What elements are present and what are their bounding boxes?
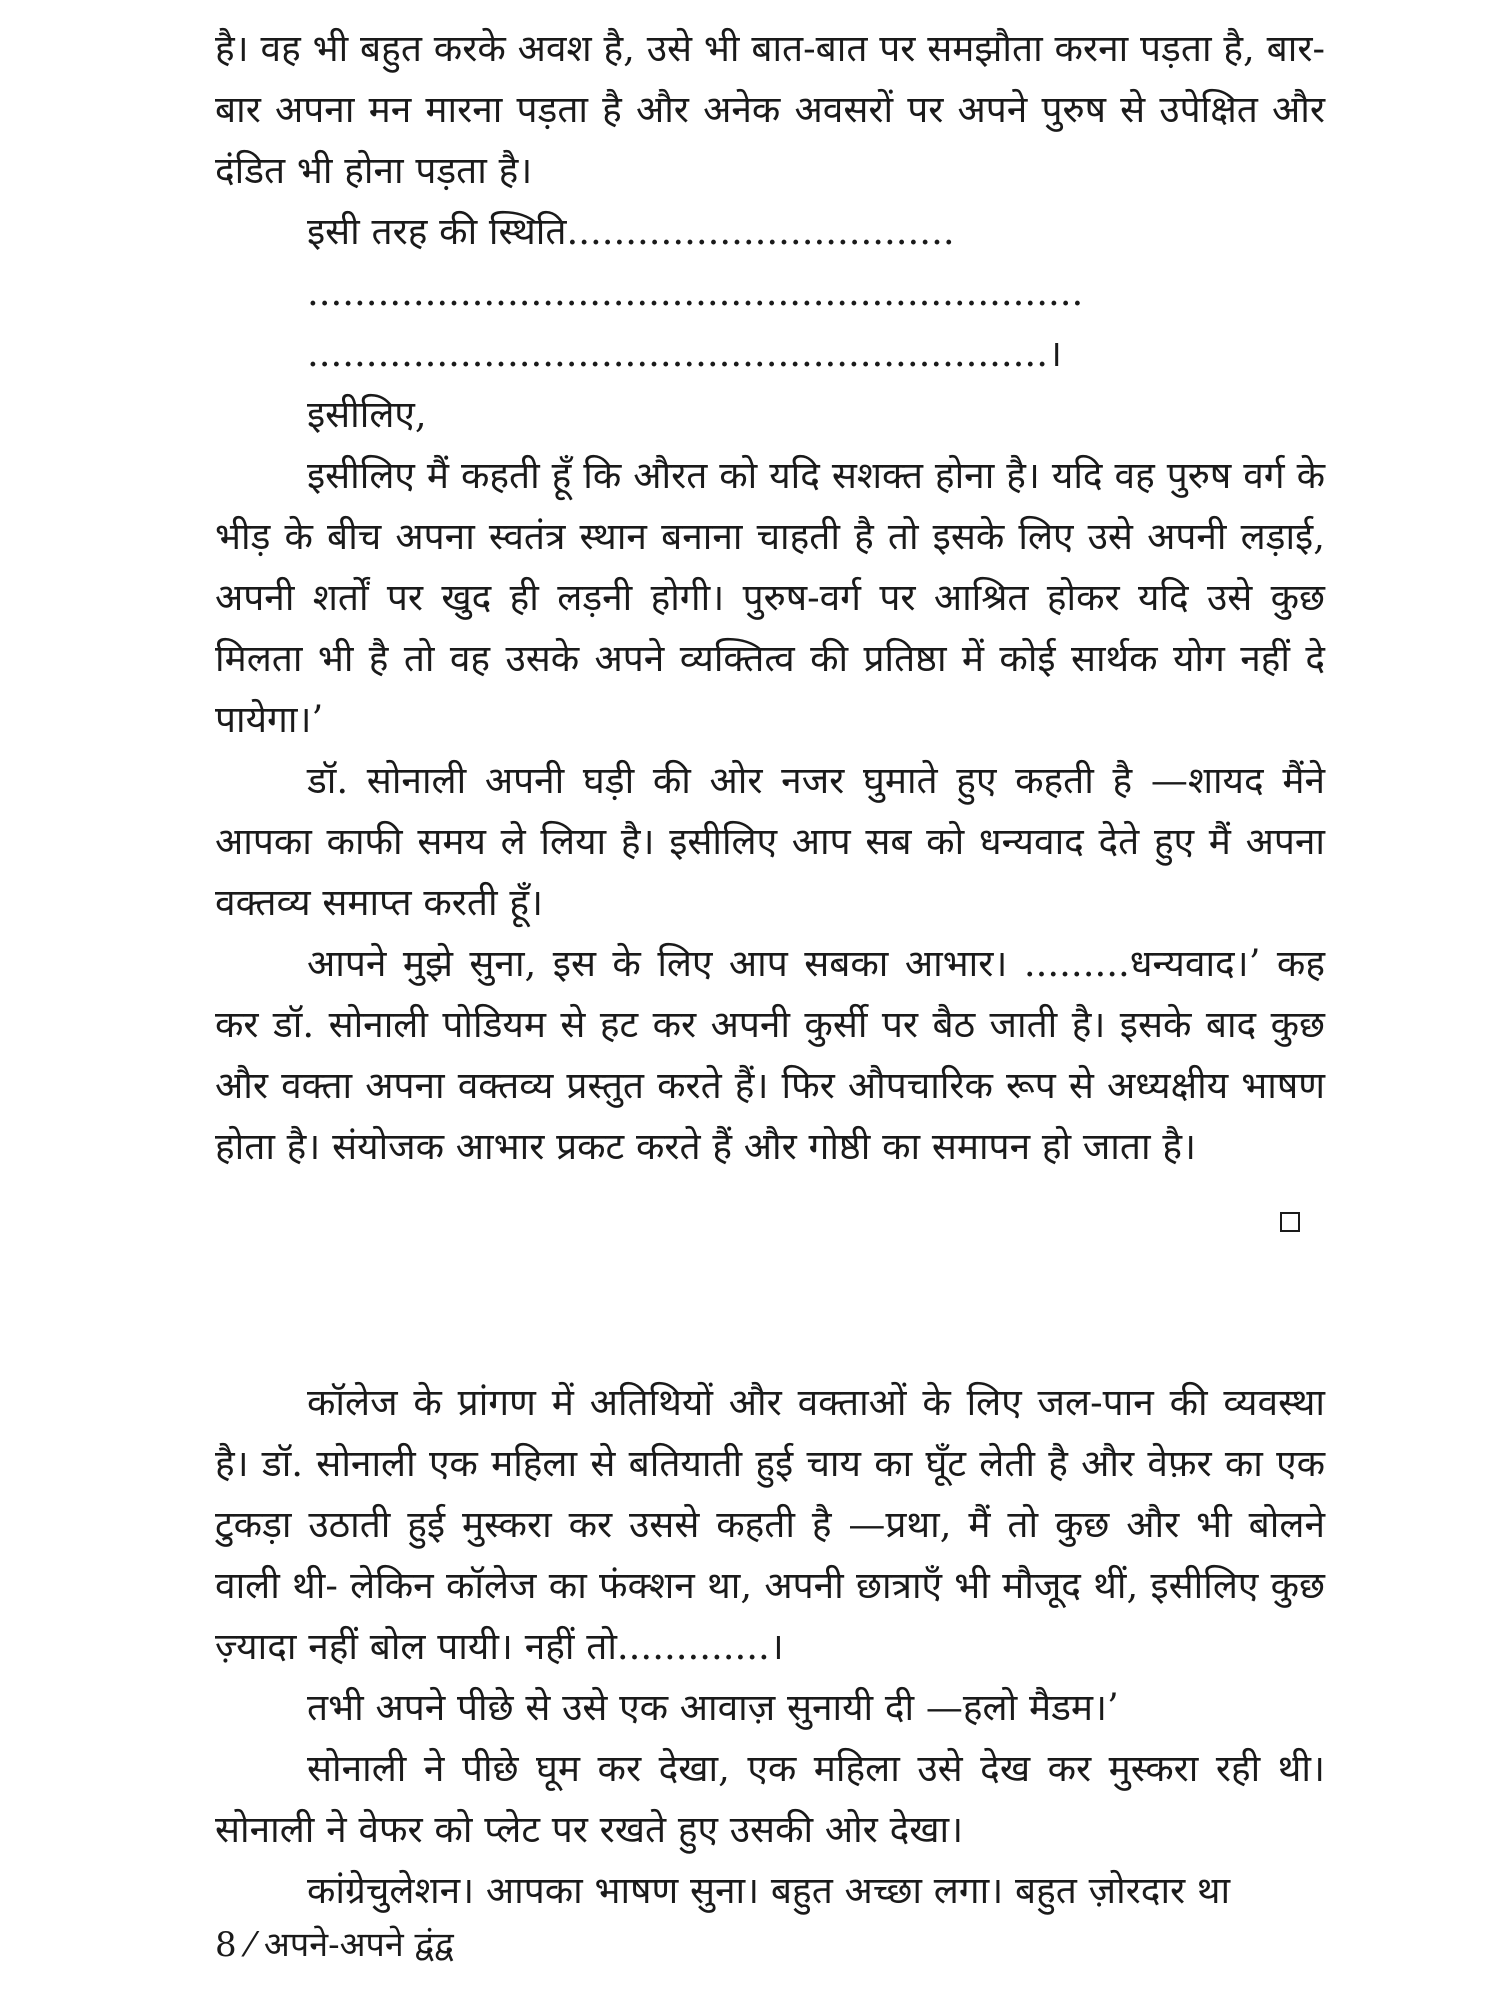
ellipsis-line: ...............................................................। — [307, 332, 1062, 375]
text-section-speech — [215, 18, 1325, 1177]
paragraph: सोनाली ने पीछे घूम कर देखा, एक महिला उसे देख कर मुस्करा रही थी। सोनाली ने वेफर को प्लेट पर रखते हुए उसकी ओर देखा। — [215, 1747, 1325, 1851]
paragraph: तभी अपने पीछे से उसे एक आवाज़ सुनायी दी —हलो मैडम।’ — [307, 1686, 1119, 1729]
ellipsis-line: .................................................................. — [307, 271, 1084, 314]
paragraph: डॉ. सोनाली अपनी घड़ी की ओर नजर घुमाते हुए कहती है —शायद मैंने आपका काफी समय ले लिया है। इसीलिए आप सब को धन्यवाद देते हुए मैं अपना वक्तव्य समाप्त करती हूँ। — [215, 759, 1325, 924]
paragraph: कांग्रेचुलेशन। आपका भाषण सुना। बहुत अच्छा लगा। बहुत ज़ोरदार था — [307, 1869, 1231, 1912]
ellipsis-line: इसी तरह की स्थिति................................. — [307, 210, 955, 253]
paragraph: कॉलेज के प्रांगण में अतिथियों और वक्ताओं के लिए जल-पान की व्यवस्था है। डॉ. सोनाली एक महिला से बतियाती हुई चाय का घूँट लेती है और वेफ़र का एक टुकड़ा उठाती हुई मुस्करा कर उससे कहती है —प्रथा, मैं तो कुछ और भी बोलने वाली थी- लेकिन कॉलेज का फंक्शन था, अपनी छात्राएँ भी मौजूद थीं, इसीलिए कुछ ज़्यादा नहीं बोल पायी। नहीं तो.............। — [215, 1381, 1325, 1668]
paragraph: आपने मुझे सुना, इस के लिए आप सबका आभार। .........धन्यवाद।’ कह कर डॉ. सोनाली पोडियम से हट कर अपनी कुर्सी पर बैठ जाती है। इसके बाद कुछ और वक्ता अपना वक्तव्य प्रस्तुत करते हैं। फिर औपचारिक रूप से अध्यक्षीय भाषण होता है। संयोजक आभार प्रकट करते हैं और गोष्ठी का समापन हो जाता है। — [215, 942, 1325, 1168]
page-footer-folio: 8 ⁄ अपने-अपने द्वंद्व — [215, 1925, 454, 1965]
paragraph: इसीलिए मैं कहती हूँ कि औरत को यदि सशक्त होना है। यदि वह पुरुष वर्ग के भीड़ के बीच अपना स्वतंत्र स्थान बनाना चाहती है तो इसके लिए उसे अपनी लड़ाई, अपनी शर्तों पर खुद ही लड़नी होगी। पुरुष-वर्ग पर आश्रित होकर यदि उसे कुछ मिलता भी है तो वह उसके अपने व्यक्तित्व की प्रतिष्ठा में कोई सार्थक योग नहीं दे पायेगा।’ — [215, 454, 1325, 741]
section-end-square-icon — [1280, 1212, 1300, 1232]
text-section-reception — [215, 1372, 1325, 1921]
paragraph: है। वह भी बहुत करके अवश है, उसे भी बात-बात पर समझौता करना पड़ता है, बार-बार अपना मन मारना पड़ता है और अनेक अवसरों पर अपने पुरुष से उपेक्षित और दंडित भी होना पड़ता है। — [215, 27, 1325, 192]
paragraph: इसीलिए, — [307, 393, 427, 436]
